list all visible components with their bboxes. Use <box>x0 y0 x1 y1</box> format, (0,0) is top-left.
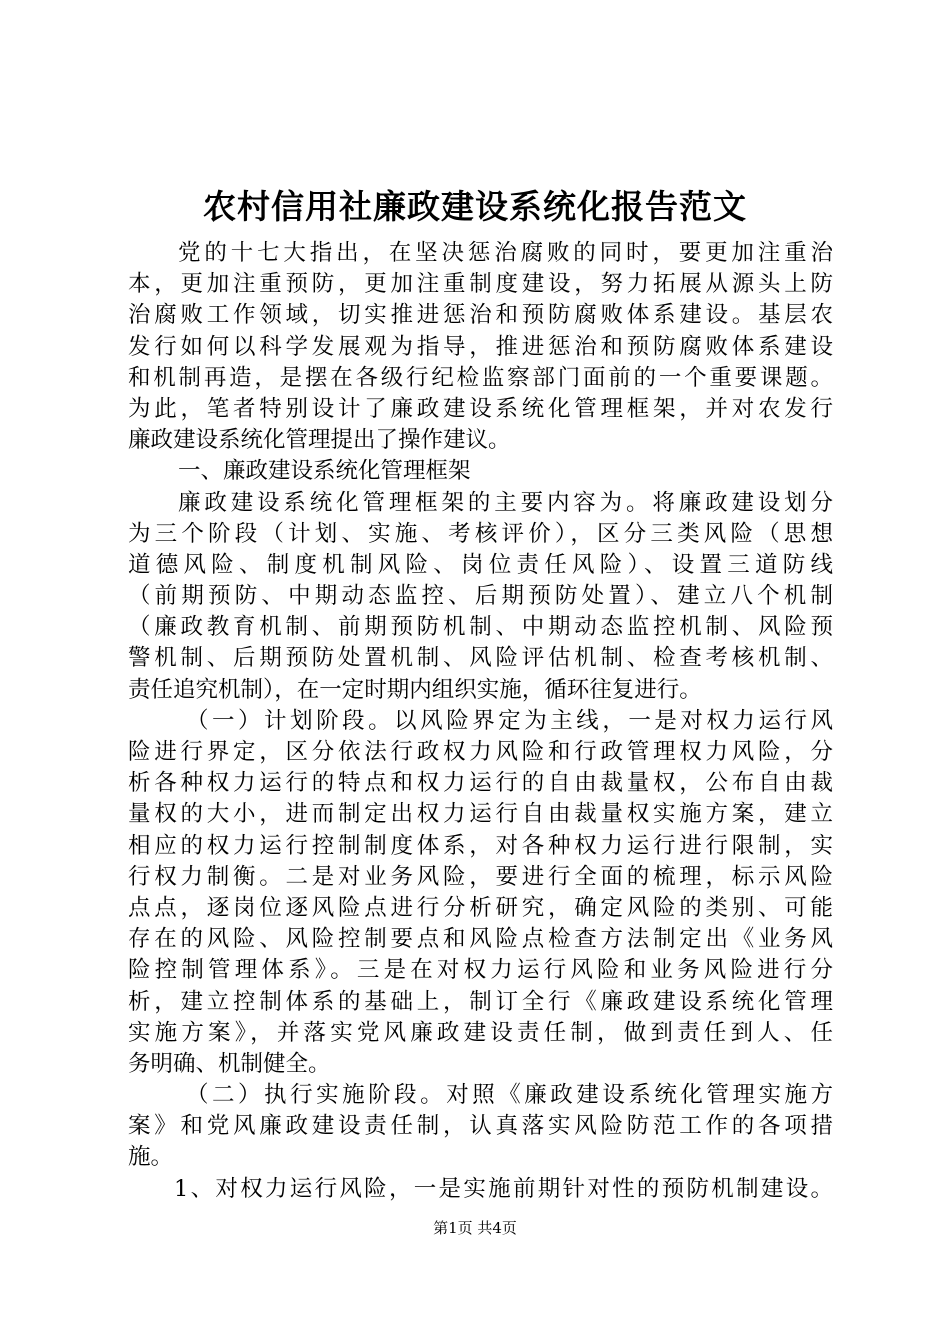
paragraph-line: 案》和党风廉政建设责任制，认真落实风险防范工作的各项措 <box>128 1113 833 1140</box>
paragraph-line: 治腐败工作领域，切实推进惩治和预防腐败体系建设。基层农 <box>128 302 833 329</box>
paragraph-line: 廉政建设系统化管理提出了操作建议。 <box>128 427 511 454</box>
paragraph-line: 点点，逐岗位逐风险点进行分析研究，确定风险的类别、可能 <box>128 894 833 921</box>
paragraph-line: 实施方案》，并落实党风廉政建设责任制，做到责任到人、任 <box>128 1019 833 1046</box>
paragraph-line: 道德风险、制度机制风险、岗位责任风险）、设置三道防线 <box>128 551 833 578</box>
paragraph-line: 析，建立控制体系的基础上，制订全行《廉政建设系统化管理 <box>128 988 833 1015</box>
paragraph-line: 相应的权力运行控制制度体系，对各种权力运行进行限制，实 <box>128 832 833 859</box>
paragraph-line: 责任追究机制），在一定时期内组织实施，循环往复进行。 <box>128 676 702 703</box>
paragraph-line: 本，更加注重预防，更加注重制度建设，努力拓展从源头上防 <box>128 271 833 298</box>
paragraph-line: 析各种权力运行的特点和权力运行的自由裁量权，公布自由裁 <box>128 770 833 797</box>
paragraph-line: 施。 <box>128 1144 174 1171</box>
paragraph-line: 和机制再造，是摆在各级行纪检监察部门面前的一个重要课题。 <box>128 364 833 391</box>
paragraph-line: （一）计划阶段。以风险界定为主线，一是对权力运行风 <box>186 707 833 734</box>
paragraph-line: （前期预防、中期动态监控、后期预防处置）、建立八个机制 <box>128 583 833 610</box>
paragraph-line: 存在的风险、风险控制要点和风险点检查方法制定出《业务风 <box>128 926 833 953</box>
paragraph-line: 险进行界定，区分依法行政权力风险和行政管理权力风险，分 <box>128 739 833 765</box>
paragraph-line: 行权力制衡。二是对业务风险，要进行全面的梳理，标示风险 <box>128 863 833 890</box>
paragraph-line: 廉政建设系统化管理框架的主要内容为。将廉政建设划分 <box>178 489 833 516</box>
paragraph-line: （二）执行实施阶段。对照《廉政建设系统化管理实施方 <box>186 1082 833 1109</box>
paragraph-line: 一、廉政建设系统化管理框架 <box>178 458 471 485</box>
paragraph-line: 为此，笔者特别设计了廉政建设系统化管理框架，并对农发行 <box>128 395 833 422</box>
paragraph-line: 险控制管理体系》。三是在对权力运行风险和业务风险进行分 <box>128 957 833 984</box>
paragraph-line: 警机制、后期预防处置机制、风险评估机制、检查考核机制、 <box>128 645 833 672</box>
paragraph-line: 量权的大小，进而制定出权力运行自由裁量权实施方案，建立 <box>128 801 833 828</box>
paragraph-line: 发行如何以科学发展观为指导，推进惩治和预防腐败体系建设 <box>128 333 833 360</box>
document-title: 农村信用社廉政建设系统化报告范文 <box>203 187 747 226</box>
paragraph-line: 务明确、机制健全。 <box>128 1050 331 1077</box>
paragraph-line: 党的十七大指出，在坚决惩治腐败的同时，要更加注重治 <box>178 240 833 266</box>
paragraph-line: 为三个阶段（计划、实施、考核评价），区分三类风险（思想 <box>128 520 833 547</box>
page-footer: 第1页 共4页 <box>433 1219 517 1237</box>
paragraph-line: （廉政教育机制、前期预防机制、中期动态监控机制、风险预 <box>128 614 833 641</box>
document-body <box>128 238 833 1205</box>
paragraph-line: 1、对权力运行风险，一是实施前期针对性的预防机制建设。 <box>174 1175 833 1202</box>
